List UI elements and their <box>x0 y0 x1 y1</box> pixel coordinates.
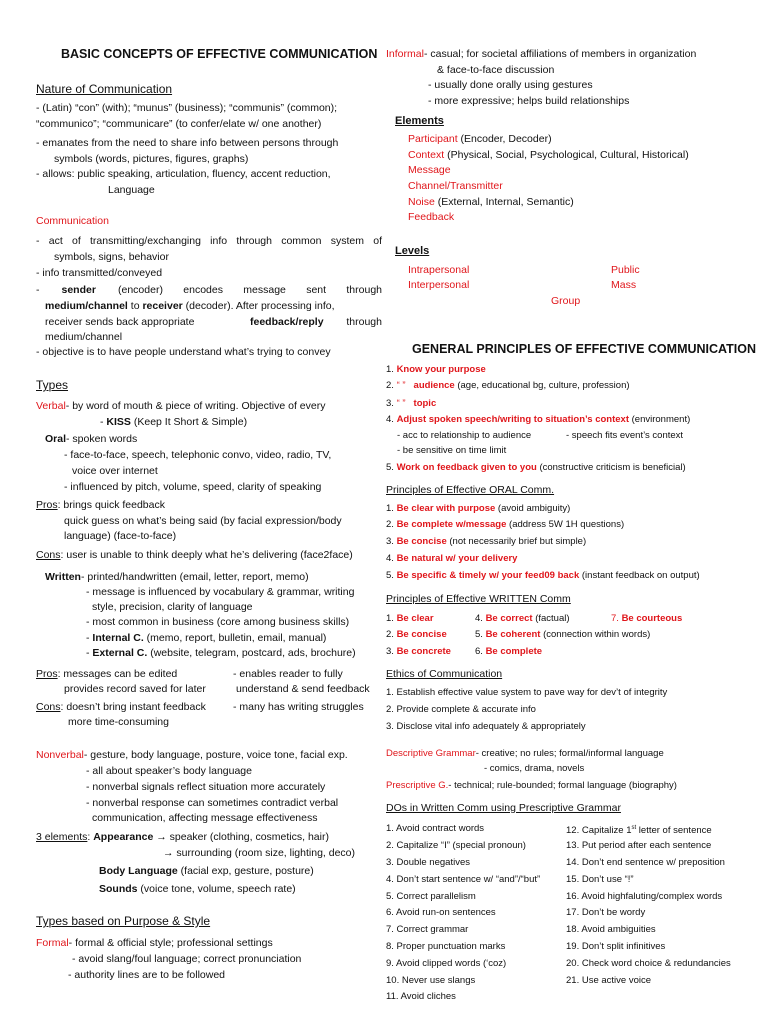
dos-item: 18. Avoid ambiguities <box>566 924 656 935</box>
dos-item: 12. Capitalize 1st letter of sentence <box>566 825 712 837</box>
dos-item: 7. Correct grammar <box>386 924 469 935</box>
dos-item: 11. Avoid cliches <box>386 991 456 1002</box>
formal-line: Formal- formal & official style; professional settings <box>36 937 273 949</box>
oral-line: - face-to-face, speech, telephonic convo, video, radio, TV, <box>64 449 332 461</box>
nature-line: - emanates from the need to share info between persons through <box>36 137 339 149</box>
dos-item: 17. Don’t be wordy <box>566 907 646 918</box>
nature-line: “communico”; “communicare” (to confer/elate w/ one another) <box>36 118 322 130</box>
oral-principle-item: 2. Be complete w/message (address 5W 1H questions) <box>386 519 625 530</box>
informal-line: - usually done orally using gestures <box>428 79 593 91</box>
written-pros-line: - enables reader to fully <box>233 668 343 680</box>
written-pros-line: understand & send feedback <box>236 683 370 695</box>
heading-levels: Levels <box>395 245 430 257</box>
level-public: Public <box>611 264 640 276</box>
communication-line: - act of transmitting/exchanging info through common system of <box>36 235 382 247</box>
written-principle-item: 6. Be complete <box>475 646 543 657</box>
communication-line: receiver sends back appropriate feedback/reply through <box>45 316 382 328</box>
principle-item: 2. “ ” audience (age, educational bg, culture, profession) <box>386 380 630 391</box>
descriptive-grammar-line: - comics, drama, novels <box>484 763 585 774</box>
dos-item: 21. Use active voice <box>566 975 652 986</box>
nature-line: Language <box>108 184 155 196</box>
heading-dos-written: DOs in Written Comm using Prescriptive Grammar <box>386 802 621 814</box>
nature-line: - (Latin) “con” (with); “munus” (business); “communis” (common); <box>36 102 338 114</box>
principle-item: 1. Know your purpose <box>386 364 486 375</box>
dos-item: 4. Don’t start sentence w/ “and”/“but” <box>386 874 541 885</box>
nature-line: - allows: public speaking, articulation, fluency, accent reduction, <box>36 168 331 180</box>
written-pros-line: Pros: messages can be edited <box>36 668 178 680</box>
dos-item: 9. Avoid clipped words (‘coz) <box>386 958 507 969</box>
oral-principle-item: 1. Be clear with purpose (avoid ambiguity) <box>386 503 571 514</box>
oral-line: - influenced by pitch, volume, speed, clarity of speaking <box>64 481 322 493</box>
kiss-line: - KISS (Keep It Short & Simple) <box>100 416 248 428</box>
dos-item: 13. Put period after each sentence <box>566 840 712 851</box>
ethics-item: 3. Disclose vital info adequately & appropriately <box>386 721 586 732</box>
heading-elements: Elements <box>395 115 444 127</box>
dos-item: 10. Never use slangs <box>386 975 476 986</box>
written-pros-line: provides record saved for later <box>64 683 206 695</box>
oral-principle-item: 4. Be natural w/ your delivery <box>386 553 518 564</box>
written-principle-item: 7. Be courteous <box>611 613 683 624</box>
verbal-line: Verbal- by word of mouth & piece of writing. Objective of every <box>36 400 326 412</box>
communication-line: medium/channel <box>45 331 123 343</box>
nature-line: symbols (words, pictures, figures, graphs) <box>54 153 249 165</box>
dos-item: 15. Don’t use “!” <box>566 874 634 885</box>
formal-line: - authority lines are to be followed <box>68 969 226 981</box>
level-interpersonal: Interpersonal <box>408 279 470 291</box>
written-principle-item: 5. Be coherent (connection within words) <box>475 629 651 640</box>
formal-line: - avoid slang/foul language; correct pronunciation <box>72 953 302 965</box>
element-item: Feedback <box>408 211 455 223</box>
written-principle-item: 4. Be correct (factual) <box>475 613 570 624</box>
ethics-item: 2. Provide complete & accurate info <box>386 704 536 715</box>
heading-types-purpose-style: Types based on Purpose & Style <box>36 914 211 928</box>
oral-pros-line: Pros: brings quick feedback <box>36 499 165 511</box>
nonverbal-line: Nonverbal- gesture, body language, posture, voice tone, facial exp. <box>36 749 348 761</box>
oral-line: Oral- spoken words <box>45 433 138 445</box>
written-line: Written- printed/handwritten (email, letter, report, memo) <box>45 571 309 583</box>
communication-line: - objective is to have people understand what’s trying to convey <box>36 346 331 358</box>
communication-line: - sender (encoder) encodes message sent through <box>36 284 382 296</box>
dos-item: 6. Avoid run-on sentences <box>386 907 496 918</box>
dos-item: 3. Double negatives <box>386 857 470 868</box>
oral-cons-line: Cons: user is unable to think deeply what he’s delivering (face2face) <box>36 549 353 561</box>
heading-written-principles: Principles of Effective WRITTEN Comm <box>386 593 571 605</box>
heading-ethics: Ethics of Communication <box>386 668 503 680</box>
nonverbal-line: - nonverbal signals reflect situation more accurately <box>86 781 326 793</box>
communication-line: medium/channel to receiver (decoder). After processing info, <box>45 300 335 312</box>
dos-item: 19. Don’t split infinitives <box>566 941 666 952</box>
written-line: - External C. (website, telegram, postcard, ads, brochure) <box>86 647 356 659</box>
dos-item: 5. Correct parallelism <box>386 891 476 902</box>
dos-item: 8. Proper punctuation marks <box>386 941 506 952</box>
written-line: - Internal C. (memo, report, bulletin, email, manual) <box>86 632 327 644</box>
principle-item: 4. Adjust spoken speech/writing to situation’s context (environment) <box>386 414 691 425</box>
written-line: - most common in business (core among business skills) <box>86 616 350 628</box>
oral-principle-item: 5. Be specific & timely w/ your feed09 back (instant feedback on output) <box>386 570 700 581</box>
principle-item: 3. “ ” topic <box>386 398 437 409</box>
page-title: BASIC CONCEPTS OF EFFECTIVE COMMUNICATION <box>61 47 378 61</box>
dos-item: 1. Avoid contract words <box>386 823 485 834</box>
oral-line: voice over internet <box>72 465 158 477</box>
written-line: style, precision, clarity of language <box>92 601 253 613</box>
written-principle-item: 2. Be concise <box>386 629 447 640</box>
written-line: - message is influenced by vocabulary & grammar, writing <box>86 586 355 598</box>
written-cons-line: - many has writing struggles <box>233 701 364 713</box>
level-group: Group <box>551 295 581 307</box>
communication-line: - info transmitted/conveyed <box>36 267 163 279</box>
heading-general-principles: GENERAL PRINCIPLES OF EFFECTIVE COMMUNICATION <box>412 342 756 356</box>
level-intrapersonal: Intrapersonal <box>408 264 470 276</box>
principle-item: 5. Work on feedback given to you (constructive criticism is beneficial) <box>386 462 686 473</box>
dos-item: 20. Check word choice & redundancies <box>566 958 731 969</box>
written-cons-line: more time-consuming <box>68 716 169 728</box>
element-item: Participant (Encoder, Decoder) <box>408 133 552 145</box>
three-elements-line: Body Language (facial exp, gesture, posture) <box>99 865 314 877</box>
heading-oral-principles: Principles of Effective ORAL Comm. <box>386 484 555 496</box>
nonverbal-line: communication, affecting message effectiveness <box>92 812 318 824</box>
heading-types: Types <box>36 378 69 392</box>
three-elements-line: 3 elements: Appearance → speaker (clothing, cosmetics, hair) <box>36 831 329 843</box>
descriptive-grammar-line: Descriptive Grammar- creative; no rules; formal/informal language <box>386 748 664 759</box>
dos-item: 2. Capitalize “I” (special pronoun) <box>386 840 526 851</box>
communication-line: symbols, signs, behavior <box>54 251 169 263</box>
element-item: Message <box>408 164 451 176</box>
element-item: Noise (External, Internal, Semantic) <box>408 196 574 208</box>
prescriptive-grammar-line: Prescriptive G.- technical; rule-bounded; formal language (biography) <box>386 780 677 791</box>
informal-line: & face-to-face discussion <box>437 64 555 76</box>
element-item: Channel/Transmitter <box>408 180 503 192</box>
three-elements-line: Sounds (voice tone, volume, speech rate) <box>99 883 296 895</box>
dos-item: 14. Don’t end sentence w/ preposition <box>566 857 725 868</box>
nonverbal-line: - all about speaker’s body language <box>86 765 252 777</box>
written-principle-item: 1. Be clear <box>386 613 434 624</box>
principle-subitem: - speech fits event’s context <box>566 430 684 441</box>
principle-subitem: - acc to relationship to audience <box>397 430 532 441</box>
heading-communication: Communication <box>36 215 109 227</box>
dos-item: 16. Avoid highfaluting/complex words <box>566 891 723 902</box>
oral-principle-item: 3. Be concise (not necessarily brief but simple) <box>386 536 587 547</box>
oral-pros-line: quick guess on what’s being said (by facial expression/body <box>64 515 342 527</box>
principle-subitem: - be sensitive on time limit <box>397 445 507 456</box>
informal-line: Informal- casual; for societal affiliations of members in organization <box>386 48 697 60</box>
ethics-item: 1. Establish effective value system to pave way for dev’t of integrity <box>386 687 668 698</box>
informal-line: - more expressive; helps build relationships <box>428 95 630 107</box>
written-principle-item: 3. Be concrete <box>386 646 451 657</box>
level-mass: Mass <box>611 279 637 291</box>
three-elements-line: → surrounding (room size, lighting, deco) <box>163 847 356 859</box>
heading-nature-of-communication: Nature of Communication <box>36 82 173 96</box>
written-cons-line: Cons: doesn’t bring instant feedback <box>36 701 206 713</box>
nonverbal-line: - nonverbal response can sometimes contradict verbal <box>86 797 339 809</box>
element-item: Context (Physical, Social, Psychological, Cultural, Historical) <box>408 149 689 161</box>
oral-pros-line: language) (face-to-face) <box>64 530 177 542</box>
